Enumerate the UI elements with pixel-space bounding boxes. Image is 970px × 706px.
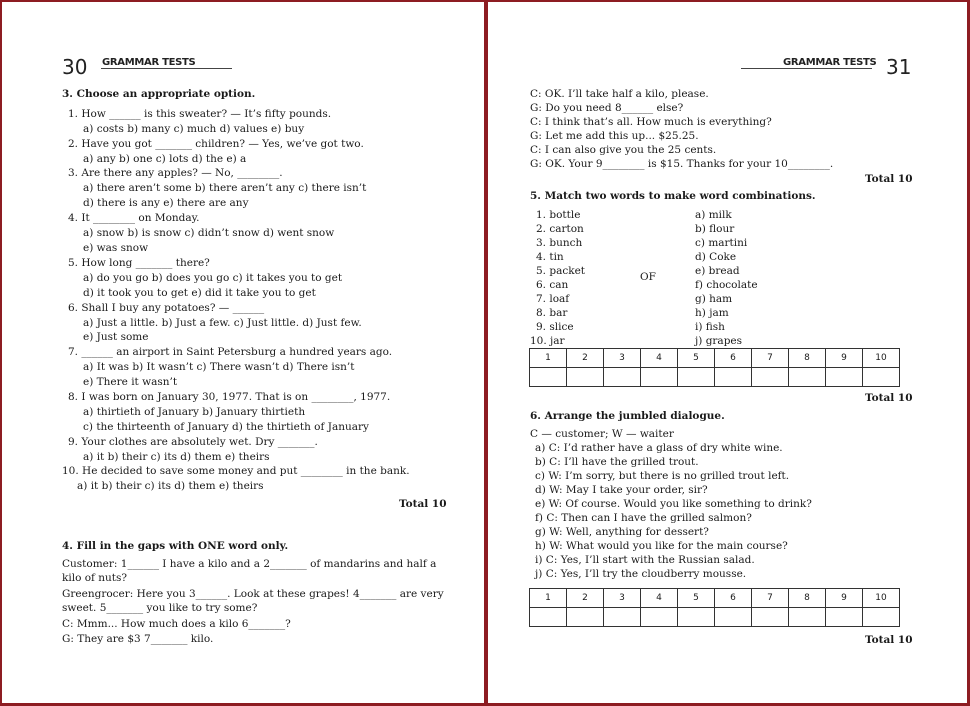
- answer-cell[interactable]: [604, 368, 641, 387]
- section-5-title: 5. Match two words to make word combinations.: [530, 190, 816, 202]
- answer-cell[interactable]: [715, 608, 752, 627]
- question-4-options-1: a) snow b) is snow c) didn’t snow d) went snow: [83, 227, 335, 239]
- word-left-8: 8. bar: [536, 307, 568, 319]
- question-10: 10. He decided to save some money and put ________ in the bank.: [62, 465, 410, 477]
- word-left-7: 7. loaf: [536, 293, 570, 305]
- question-6: 6. Shall I buy any potatoes? — ______: [68, 302, 265, 314]
- grid-number: 9: [826, 349, 863, 368]
- grid-number: 6: [715, 349, 752, 368]
- left-page: [0, 0, 484, 706]
- dialogue-line-1: C: OK. I’ll take half a kilo, please.: [530, 88, 709, 100]
- page-number: 30: [62, 55, 88, 79]
- question-5: 5. How long _______ there?: [68, 257, 210, 269]
- section-4-total: Total 10: [865, 173, 913, 185]
- section-6-title: 6. Arrange the jumbled dialogue.: [530, 410, 725, 422]
- of-connector: OF: [640, 271, 656, 283]
- word-right-h: h) jam: [695, 307, 729, 319]
- grid-number: 10: [863, 589, 900, 608]
- section-6-total: Total 10: [865, 634, 913, 646]
- word-left-2: 2. carton: [536, 223, 584, 235]
- jumbled-line-e: e) W: Of course. Would you like something to drink?: [535, 498, 812, 510]
- question-1-options: a) costs b) many c) much d) values e) buy: [83, 123, 305, 135]
- dialogue-line-2: G: Do you need 8______ else?: [530, 102, 684, 114]
- grid-number: 5: [678, 589, 715, 608]
- word-left-6: 6. can: [536, 279, 569, 291]
- word-left-1: 1. bottle: [536, 209, 581, 221]
- section-3-title: 3. Choose an appropriate option.: [62, 88, 256, 100]
- answer-cell[interactable]: [530, 608, 567, 627]
- answer-cell[interactable]: [715, 368, 752, 387]
- question-3-options-1: a) there aren’t some b) there aren’t any c) there isn’t: [83, 182, 367, 194]
- dialogue-line-4: G: Let me add this up... $25.25.: [530, 130, 699, 142]
- grid-number: 1: [530, 349, 567, 368]
- word-left-5: 5. packet: [536, 265, 586, 277]
- grid-number: 2: [567, 589, 604, 608]
- word-right-f: f) chocolate: [695, 279, 758, 291]
- dialogue-line-6: G: OK. Your 9________ is $15. Thanks for your 10________.: [530, 158, 834, 170]
- word-right-d: d) Coke: [695, 251, 737, 263]
- jumbled-line-h: h) W: What would you like for the main course?: [535, 540, 788, 552]
- answer-grid-6: [529, 588, 900, 627]
- grid-number: 8: [789, 589, 826, 608]
- section-3-total: Total 10: [399, 498, 447, 510]
- word-right-i: i) fish: [695, 321, 725, 333]
- grid-number: 6: [715, 589, 752, 608]
- answer-cell[interactable]: [678, 368, 715, 387]
- right-page: [488, 0, 967, 706]
- answer-cell[interactable]: [678, 608, 715, 627]
- grid-number: 1: [530, 589, 567, 608]
- fill-line-5: C: Mmm... How much does a kilo 6_______?: [62, 618, 291, 630]
- running-header: GRAMMAR TESTS: [102, 57, 196, 68]
- word-left-9: 9. slice: [536, 321, 574, 333]
- jumbled-line-b: b) C: I’ll have the grilled trout.: [535, 456, 699, 468]
- question-10-options: a) it b) their c) its d) them e) theirs: [77, 480, 264, 492]
- question-7-options-2: e) There it wasn’t: [83, 376, 178, 388]
- answer-cell[interactable]: [530, 368, 567, 387]
- section-4-title: 4. Fill in the gaps with ONE word only.: [62, 540, 289, 552]
- answer-cell[interactable]: [604, 608, 641, 627]
- answer-cell[interactable]: [752, 608, 789, 627]
- answer-cell[interactable]: [567, 368, 604, 387]
- word-right-c: c) martini: [695, 237, 748, 249]
- page-number: 31: [886, 55, 912, 79]
- grid-answer-row: [530, 608, 900, 627]
- answer-cell[interactable]: [567, 608, 604, 627]
- word-right-e: e) bread: [695, 265, 740, 277]
- grid-number: 3: [604, 349, 641, 368]
- fill-line-1: Customer: 1______ I have a kilo and a 2_______ of mandarins and half a: [62, 558, 437, 570]
- question-3-options-2: d) there is any e) there are any: [83, 197, 249, 209]
- grid-answer-row: [530, 368, 900, 387]
- question-9-options: a) it b) their c) its d) them e) theirs: [83, 451, 270, 463]
- word-right-b: b) flour: [695, 223, 735, 235]
- answer-cell[interactable]: [826, 368, 863, 387]
- jumbled-line-j: j) C: Yes, I’ll try the cloudberry mousse.: [535, 568, 747, 580]
- grid-header-row: [530, 349, 900, 368]
- grid-number: 7: [752, 589, 789, 608]
- fill-line-2: kilo of nuts?: [62, 572, 128, 584]
- running-header: GRAMMAR TESTS: [783, 57, 877, 68]
- question-4: 4. It ________ on Monday.: [68, 212, 200, 224]
- grid-number: 4: [641, 589, 678, 608]
- word-right-j: j) grapes: [695, 335, 743, 347]
- jumbled-line-a: a) C: I’d rather have a glass of dry white wine.: [535, 442, 783, 454]
- question-1: 1. How ______ is this sweater? — It’s fifty pounds.: [68, 108, 332, 120]
- dialogue-line-3: C: I think that’s all. How much is everything?: [530, 116, 772, 128]
- answer-cell[interactable]: [863, 608, 900, 627]
- answer-grid-5: [529, 348, 900, 387]
- answer-cell[interactable]: [826, 608, 863, 627]
- answer-cell[interactable]: [641, 368, 678, 387]
- grid-number: 2: [567, 349, 604, 368]
- answer-cell[interactable]: [863, 368, 900, 387]
- dialogue-line-5: C: I can also give you the 25 cents.: [530, 144, 717, 156]
- grid-number: 7: [752, 349, 789, 368]
- question-2: 2. Have you got _______ children? — Yes, we’ve got two.: [68, 138, 364, 150]
- question-6-options-2: e) Just some: [83, 331, 149, 343]
- question-8-options-2: c) the thirteenth of January d) the thirtieth of January: [83, 421, 369, 433]
- word-right-g: g) ham: [695, 293, 733, 305]
- fill-line-6: G: They are $3 7_______ kilo.: [62, 633, 214, 645]
- grid-number: 9: [826, 589, 863, 608]
- word-left-10: 10. jar: [530, 335, 565, 347]
- answer-cell[interactable]: [789, 608, 826, 627]
- fill-line-3: Greengrocer: Here you 3______. Look at these grapes! 4_______ are very: [62, 588, 444, 600]
- grid-number: 10: [863, 349, 900, 368]
- word-left-4: 4. tin: [536, 251, 564, 263]
- grid-number: 4: [641, 349, 678, 368]
- question-7-options-1: a) It was b) It wasn’t c) There wasn’t d) There isn’t: [83, 361, 355, 373]
- question-8: 8. I was born on January 30, 1977. That is on ________, 1977.: [68, 391, 391, 403]
- grid-header-row: [530, 589, 900, 608]
- jumbled-line-g: g) W: Well, anything for dessert?: [535, 526, 709, 538]
- answer-cell[interactable]: [752, 368, 789, 387]
- question-3: 3. Are there any apples? — No, ________.: [68, 167, 283, 179]
- jumbled-line-c: c) W: I’m sorry, but there is no grilled trout left.: [535, 470, 790, 482]
- question-2-options: a) any b) one c) lots d) the e) a: [83, 153, 247, 165]
- question-8-options-1: a) thirtieth of January b) January thirtieth: [83, 406, 306, 418]
- header-rule: [101, 68, 232, 69]
- dialogue-legend: C — customer; W — waiter: [530, 428, 674, 440]
- question-5-options-2: d) it took you to get e) did it take you to get: [83, 287, 316, 299]
- question-6-options-1: a) Just a little. b) Just a few. c) Just little. d) Just few.: [83, 317, 362, 329]
- answer-cell[interactable]: [641, 608, 678, 627]
- jumbled-line-f: f) C: Then can I have the grilled salmon?: [535, 512, 752, 524]
- jumbled-line-i: i) C: Yes, I’ll start with the Russian salad.: [535, 554, 755, 566]
- grid-number: 5: [678, 349, 715, 368]
- section-5-total: Total 10: [865, 392, 913, 404]
- answer-cell[interactable]: [789, 368, 826, 387]
- word-right-a: a) milk: [695, 209, 732, 221]
- question-7: 7. ______ an airport in Saint Petersburg a hundred years ago.: [68, 346, 393, 358]
- jumbled-line-d: d) W: May I take your order, sir?: [535, 484, 708, 496]
- question-9: 9. Your clothes are absolutely wet. Dry _______.: [68, 436, 318, 448]
- grid-number: 8: [789, 349, 826, 368]
- header-rule: [741, 68, 872, 69]
- question-4-options-2: e) was snow: [83, 242, 149, 254]
- question-5-options-1: a) do you go b) does you go c) it takes you to get: [83, 272, 343, 284]
- word-left-3: 3. bunch: [536, 237, 583, 249]
- fill-line-4: sweet. 5_______ you like to try some?: [62, 602, 258, 614]
- grid-number: 3: [604, 589, 641, 608]
